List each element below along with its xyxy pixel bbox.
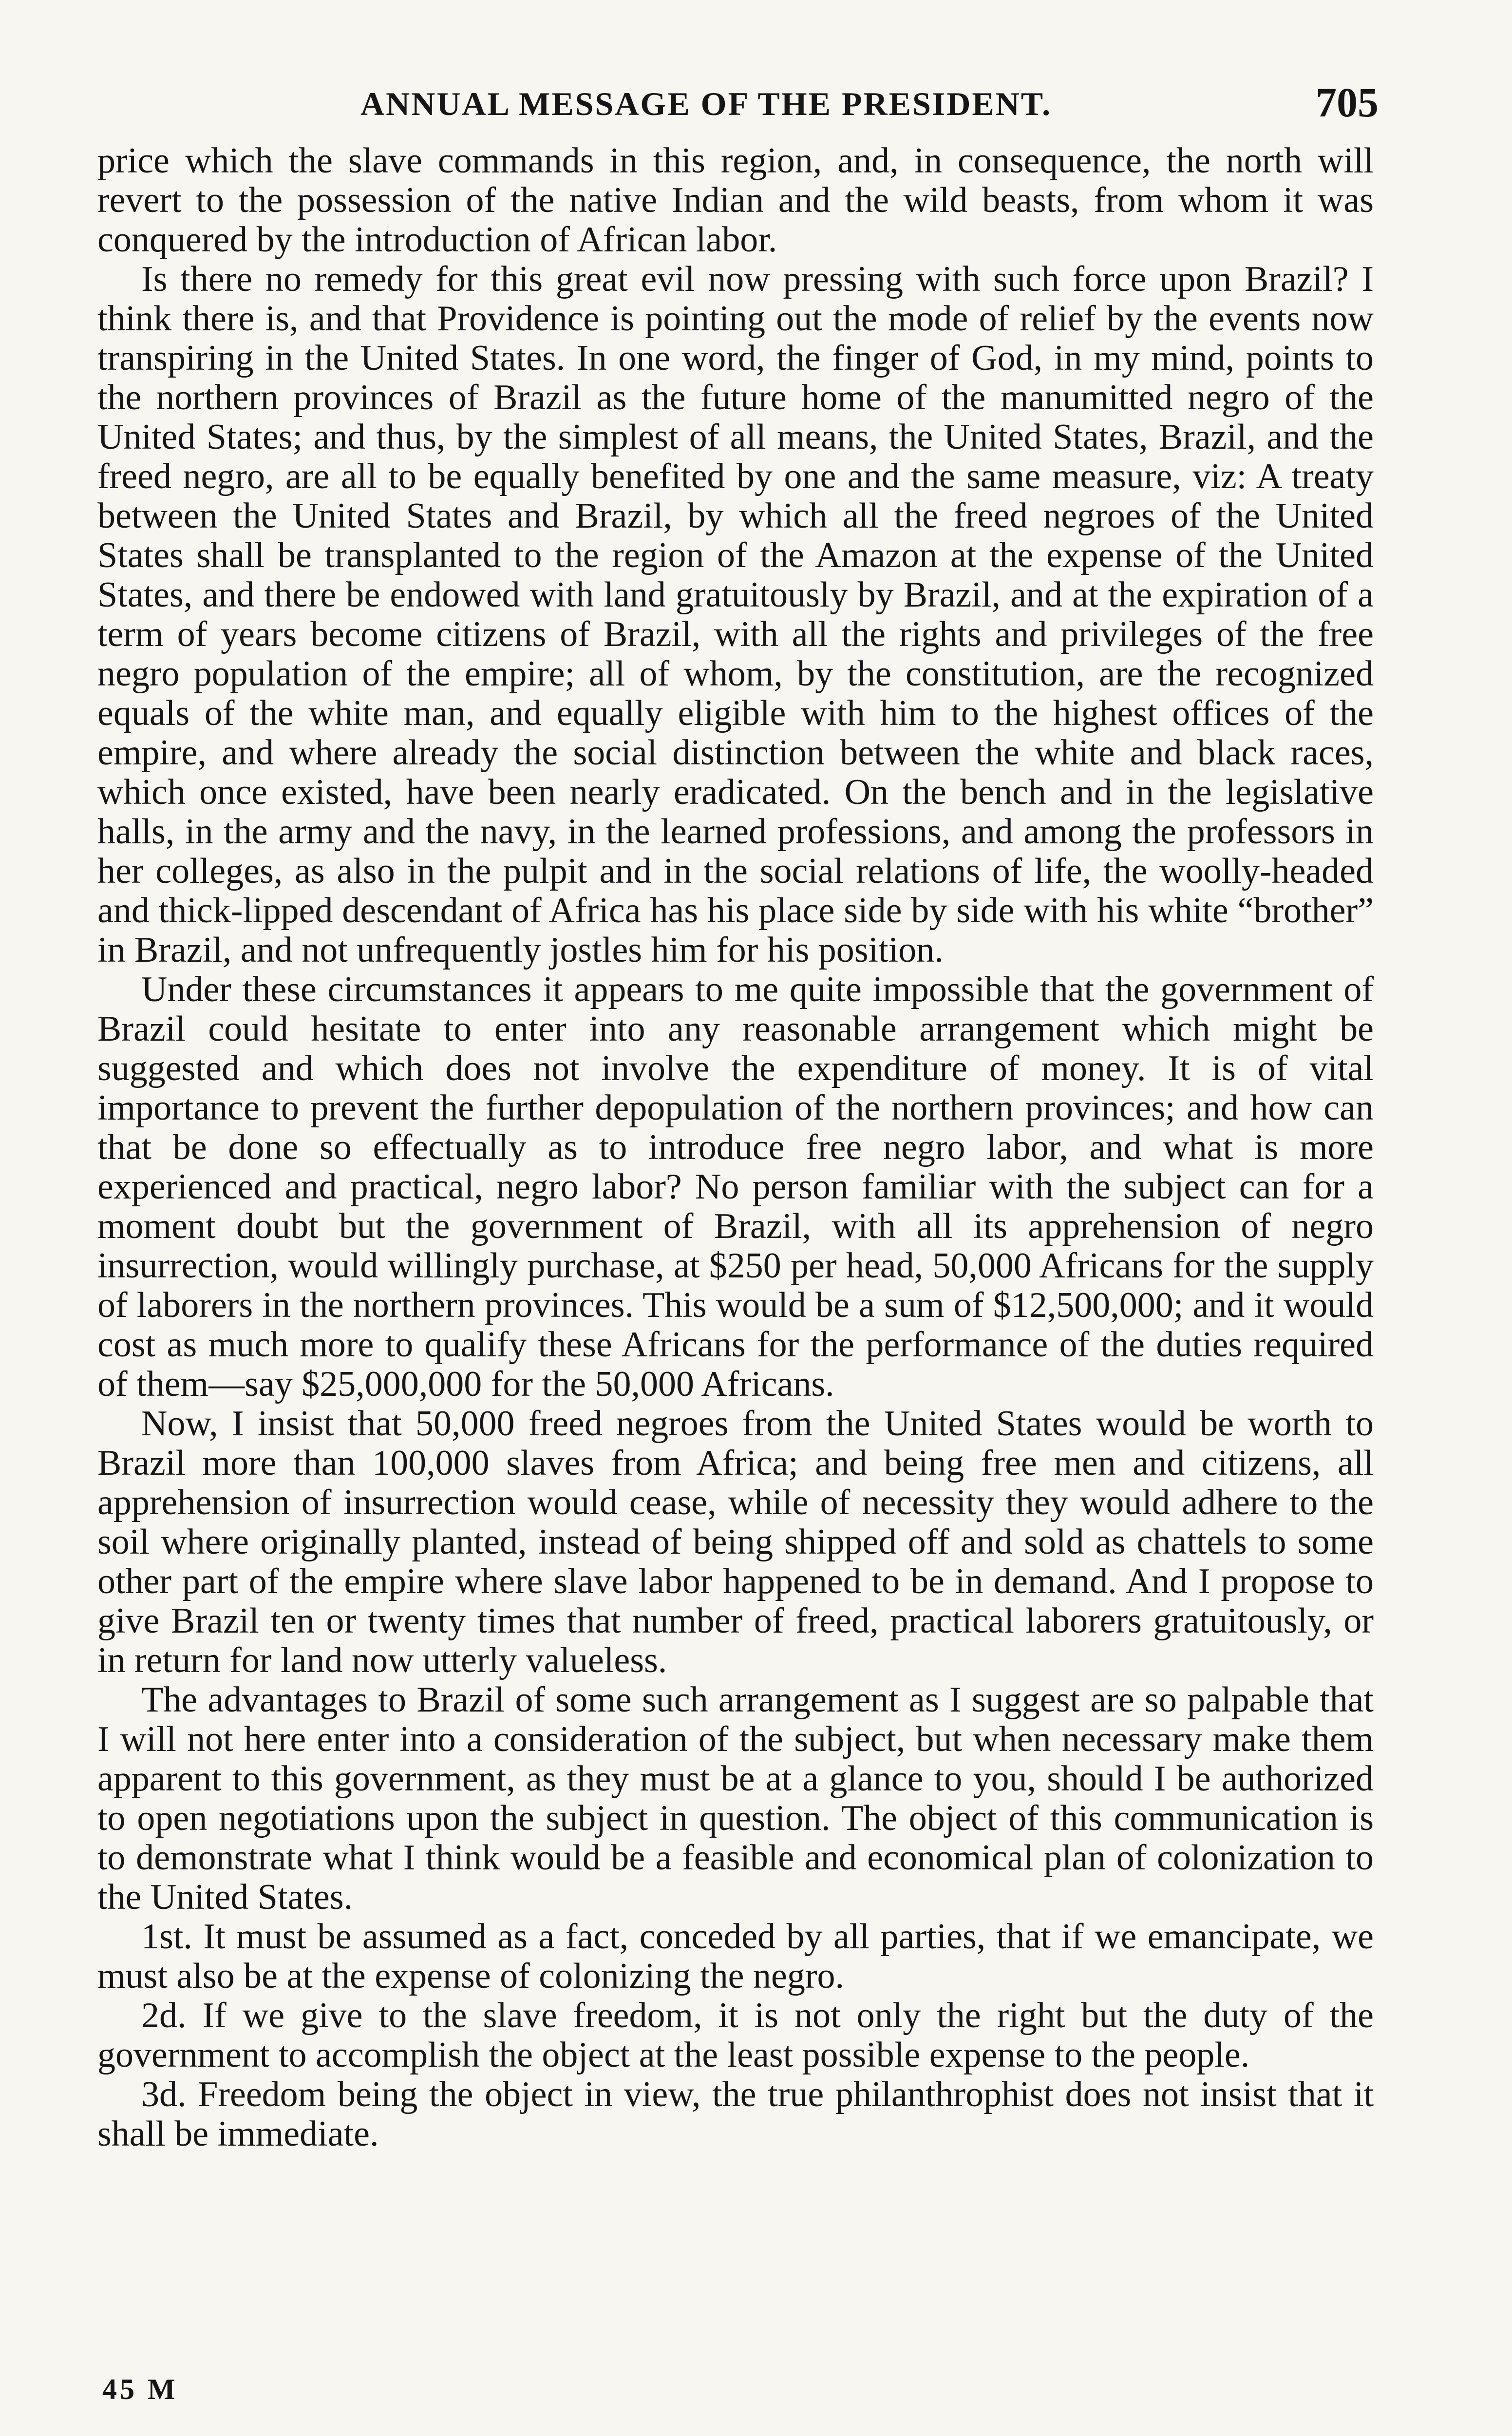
paragraph-2: Is there no remedy for this great evil now pressing with such force upon Brazil? I think there is, and that Providence is pointing out the mode of relief by the events now transpiring in the United States. In one word, the finger of God, in my mind, points to the northern provinces of Brazil as the future home of the manumitted negro of the United States; and thus, by the simplest of all means, the United States, Brazil, and the freed negro, are all to be equally benefited by one and the same measure, viz: A treaty between the United States and Brazil, by which all the freed negroes of the United States shall be transplanted to the region of the Amazon at the expense of the United States, and there be endowed with land gratuitously by Brazil, and at the expiration of a term of years become citizens of Brazil, with all the rights and privileges of the free negro population of the empire; all of whom, by the constitution, are the recognized equals of the white man, and equally eligible with him to the highest offices of the empire, and where already the social distinction between the white and black races, which once existed, have been nearly eradicated. On the bench and in the legislative halls, in the army and the navy, in the learned professions, and among the professors in her colleges, as also in the pulpit and in the social relations of life, the woolly-headed and thick-lipped descendant of Africa has his place side by side with his white “brother” in Brazil, and not unfrequently jostles him for his position. <box>97 259 1374 970</box>
paragraph-3: Under these circumstances it appears to me quite impossible that the government of Brazil could hesitate to enter into any reasonable arrangement which might be suggested and which does not involve the expenditure of money. It is of vital importance to prevent the further depopulation of the northern provinces; and how can that be done so effectually as to introduce free negro labor, and what is more experienced and practical, negro labor? No person familiar with the subject can for a moment doubt but the government of Brazil, with all its apprehension of negro insurrection, would willingly purchase, at $250 per head, 50,000 Africans for the supply of laborers in the northern provinces. This would be a sum of $12,500,000; and it would cost as much more to qualify these Africans for the performance of the duties required of them—say $25,000,000 for the 50,000 Africans. <box>97 970 1374 1404</box>
running-title: ANNUAL MESSAGE OF THE PRESIDENT. <box>360 85 1052 122</box>
document-page <box>97 68 1379 2154</box>
paragraph-4: Now, I insist that 50,000 freed negroes from the United States would be worth to Brazil more than 100,000 slaves from Africa; and being free men and citizens, all apprehension of insurrection would cease, while of necessity they would adhere to the soil where originally planted, instead of being shipped off and sold as chattels to some other part of the empire where slave labor happened to be in demand. And I propose to give Brazil ten or twenty times that number of freed, practical laborers gratuitously, or in return for land now utterly valueless. <box>97 1404 1374 1680</box>
page-number: 705 <box>1316 79 1379 126</box>
paragraph-6: 1st. It must be assumed as a fact, conceded by all parties, that if we emancipate, we must also be at the expense of colonizing the negro. <box>97 1917 1374 1996</box>
paragraph-7: 2d. If we give to the slave freedom, it is not only the right but the duty of the government to accomplish the object at the least possible expense to the people. <box>97 1996 1374 2075</box>
page-header <box>97 68 1379 141</box>
body-text <box>97 141 1374 2154</box>
signature-mark: 45 M <box>102 2373 178 2405</box>
paragraph-8: 3d. Freedom being the object in view, the true philanthrophist does not insist that it shall be immediate. <box>97 2074 1374 2154</box>
paragraph-5: The advantages to Brazil of some such arrangement as I suggest are so palpable that I will not here enter into a consideration of the subject, but when necessary make them apparent to this government, as they must be at a glance to you, should I be authorized to open negotiations upon the subject in question. The object of this communication is to demonstrate what I think would be a feasible and economical plan of colonization to the United States. <box>97 1680 1374 1917</box>
paragraph-1: price which the slave commands in this region, and, in consequence, the north will revert to the possession of the native Indian and the wild beasts, from whom it was conquered by the introduction of African labor. <box>97 141 1374 260</box>
